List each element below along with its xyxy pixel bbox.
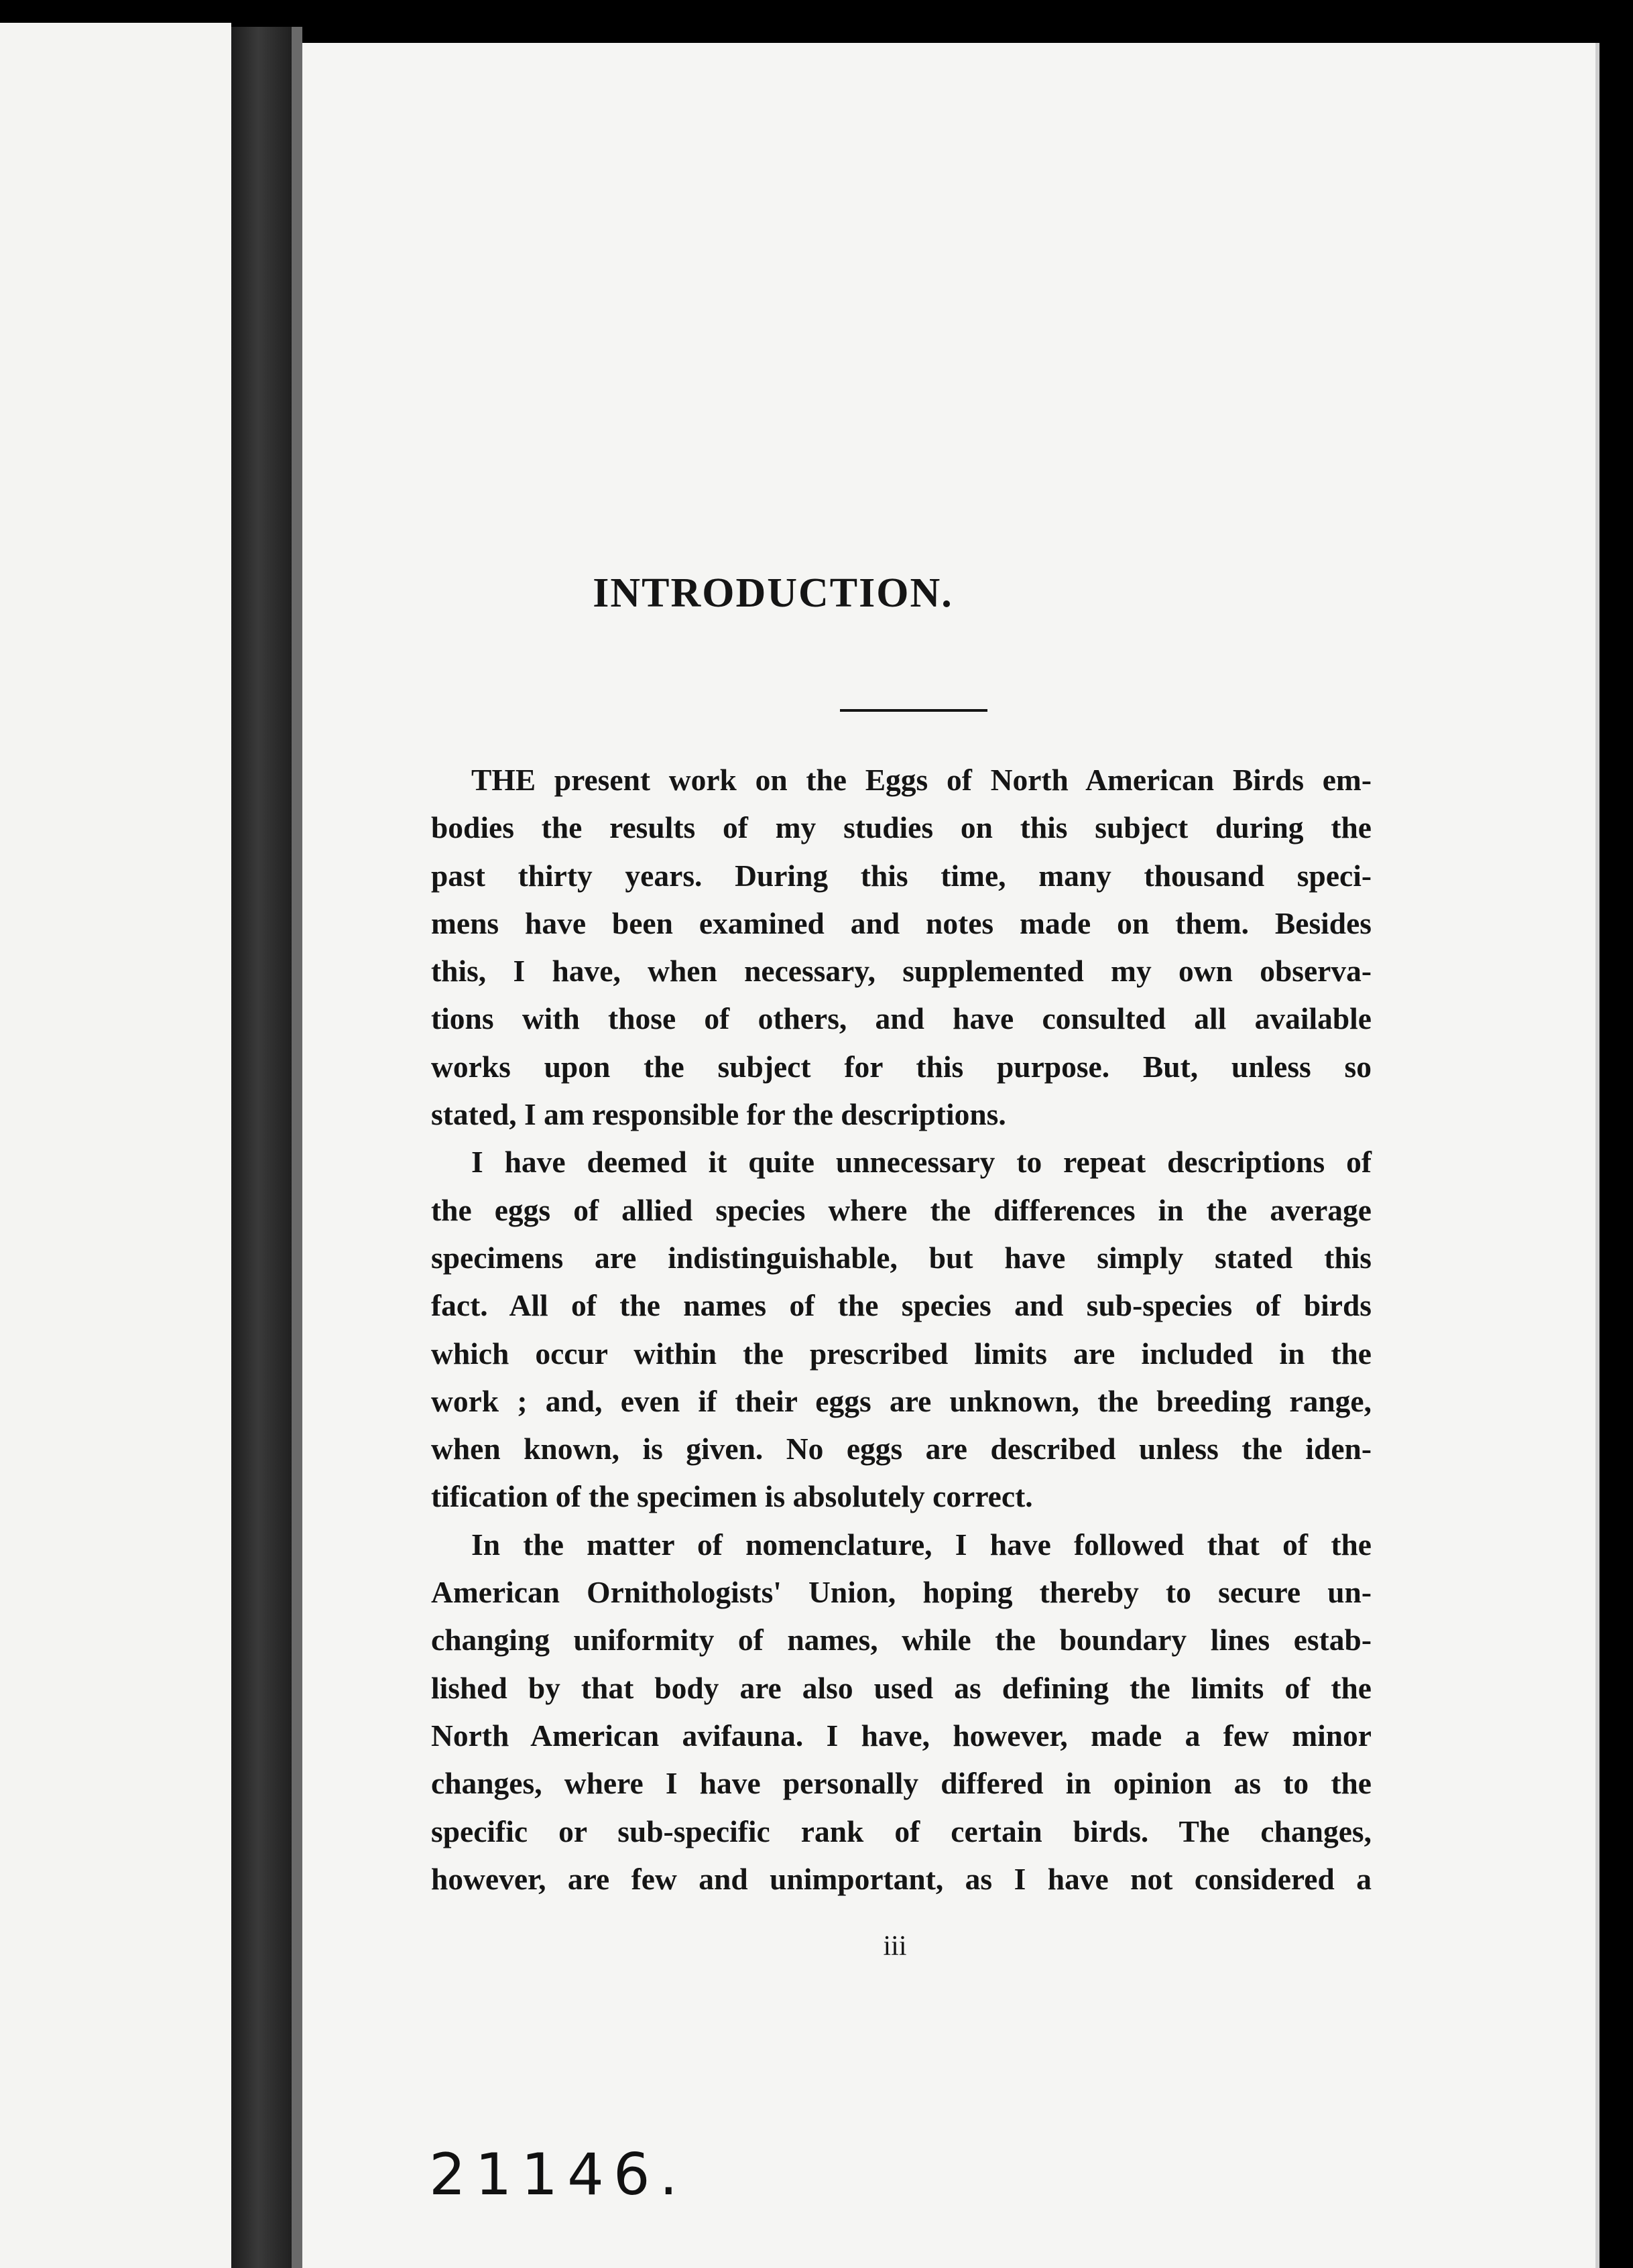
book-spine-shadow [231,27,292,2268]
text-line: bodies the results of my studies on this subject during the [431,810,1372,845]
title-rule [840,709,987,712]
paragraph-1 [431,756,1372,1138]
text-line: when known, is given. No eggs are described unless the iden- [431,1432,1372,1466]
text-line: which occur within the prescribed limits are included in the [431,1336,1372,1371]
text-line: tions with those of others, and have consulted all available [431,1001,1372,1036]
text-line: I have deemed it quite unnecessary to repeat descriptions of [471,1145,1372,1180]
text-line: this, I have, when necessary, supplemented my own observa- [431,954,1372,989]
text-line: lished by that body are also used as defining the limits of the [431,1670,1372,1705]
page-edge [292,27,302,2268]
text-line: THE present work on the Eggs of North American Birds em- [471,763,1372,797]
text-line: mens have been examined and notes made on them. Besides [431,905,1372,940]
body-text [431,756,1372,1903]
text-line: fact. All of the names of the species and sub-species of birds [431,1288,1372,1323]
text-line: American Ornithologists' Union, hoping thereby to secure un- [431,1575,1372,1610]
text-line: North American avifauna. I have, however, made a few minor [431,1718,1372,1753]
text-line: specific or sub-specific rank of certain birds. The changes, [431,1814,1372,1848]
text-line: specimens are indistinguishable, but have simply stated this [431,1240,1372,1275]
text-line: past thirty years. During this time, many thousand speci- [431,858,1372,893]
paragraph-3 [431,1521,1372,1903]
text-line: however, are few and unimportant, as I have not considered a [431,1861,1372,1896]
text-line: works upon the subject for this purpose. But, unless so [431,1049,1372,1084]
text-line: stated, I am responsible for the descriptions. [431,1097,1006,1132]
page-title: INTRODUCTION. [593,570,953,616]
text-line: tification of the specimen is absolutely correct. [431,1479,1033,1514]
text-line: the eggs of allied species where the differences in the average [431,1192,1372,1227]
page-number: iii [883,1931,907,1962]
text-line: In the matter of nomenclature, I have followed that of the [471,1527,1372,1562]
text-line: changing uniformity of names, while the boundary lines estab- [431,1623,1372,1657]
paragraph-2 [431,1138,1372,1520]
handwritten-accession-number: 21146. [429,2141,687,2208]
left-page-blank [0,23,231,2268]
text-line: changes, where I have personally differed in opinion as to the [431,1766,1372,1801]
text-line: work ; and, even if their eggs are unknown, the breeding range, [431,1383,1372,1418]
